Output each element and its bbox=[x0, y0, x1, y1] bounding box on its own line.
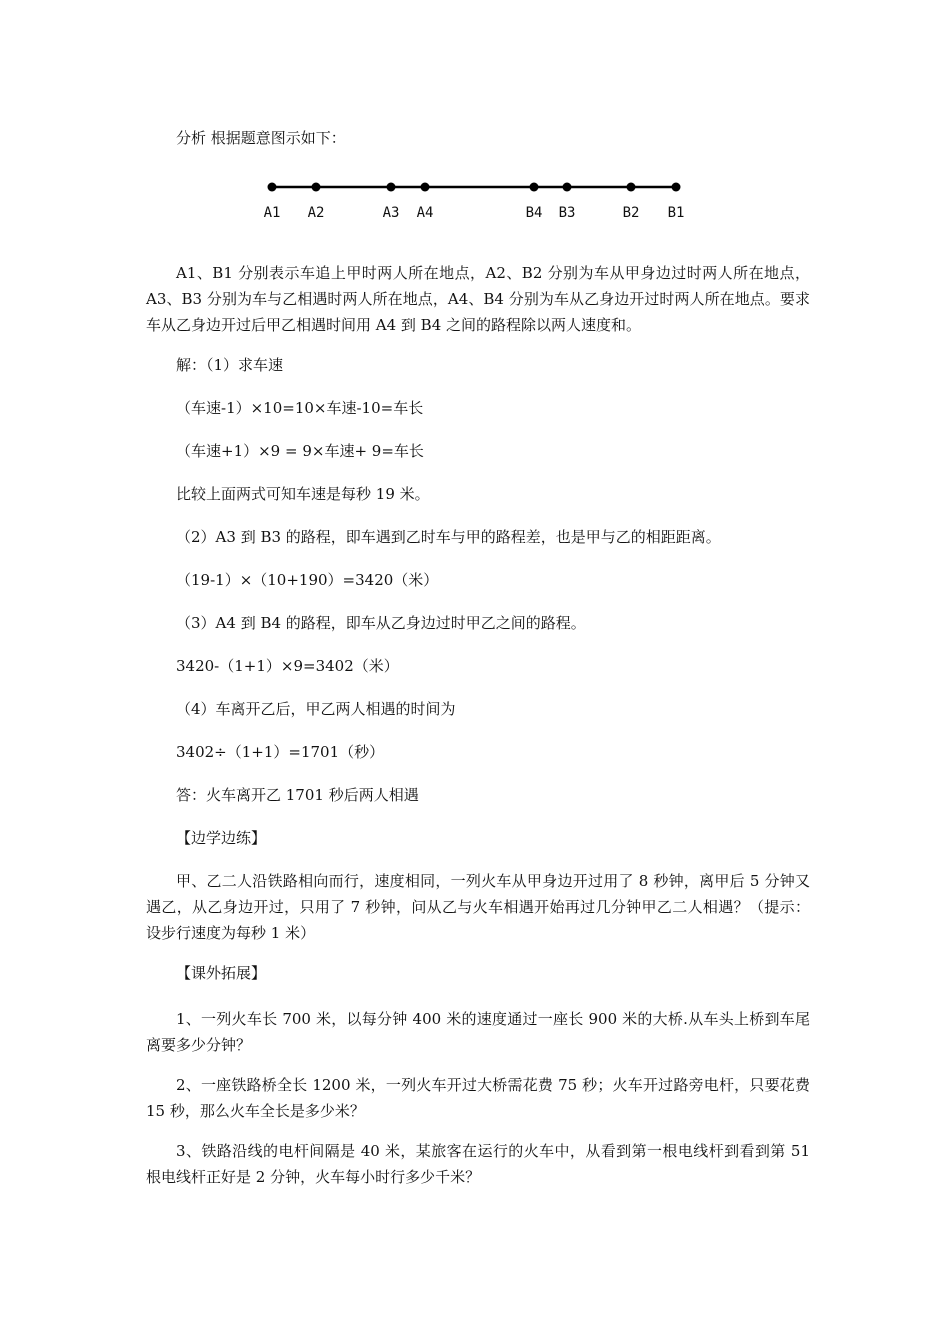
calc-2: （19-1）×（10+190）=3420（米） bbox=[176, 571, 439, 589]
conclusion-1: 比较上面两式可知车速是每秒 19 米。 bbox=[176, 485, 430, 503]
solution-step2: （2）A3 到 B3 的路程，即车遇到乙时车与甲的路程差，也是甲与乙的相距距离。 bbox=[176, 528, 721, 546]
practice-problem: 甲、乙二人沿铁路相向而行，速度相同，一列火车从甲身边开过用了 8 秒钟，离甲后 5 分钟又遇乙，从乙身边开过，只用了 7 秒钟，问从乙与火车相遇开始再过几分钟甲乙二人相遇？（提示：设步行速度为每秒 1 米） bbox=[146, 872, 810, 942]
point-b4 bbox=[530, 183, 539, 192]
answer: 答：火车离开乙 1701 秒后两人相遇 bbox=[176, 786, 419, 804]
position-diagram bbox=[0, 170, 950, 230]
point-b3 bbox=[563, 183, 572, 192]
point-label-b3: B3 bbox=[558, 205, 576, 221]
point-label-b2: B2 bbox=[622, 205, 640, 221]
point-a3 bbox=[387, 183, 396, 192]
point-a2 bbox=[312, 183, 321, 192]
solution-step4: （4）车离开乙后，甲乙两人相遇的时间为 bbox=[176, 700, 456, 718]
point-a1 bbox=[268, 183, 277, 192]
extension-question-3: 3、铁路沿线的电杆间隔是 40 米，某旅客在运行的火车中，从看到第一根电线杆到看到第 51 根电线杆正好是 2 分钟，火车每小时行多少千米？ bbox=[146, 1142, 810, 1186]
analysis-intro: 分析 根据题意图示如下： bbox=[176, 129, 346, 147]
practice-heading: 【边学边练】 bbox=[176, 829, 267, 847]
calc-3: 3420-（1+1）×9=3402（米） bbox=[176, 657, 399, 675]
point-b1 bbox=[672, 183, 681, 192]
extension-question-2: 2、一座铁路桥全长 1200 米，一列火车开过大桥需花费 75 秒；火车开过路旁电杆，只要花费 15 秒，那么火车全长是多少米？ bbox=[146, 1076, 810, 1120]
point-label-a2: A2 bbox=[307, 205, 325, 221]
point-label-a1: A1 bbox=[263, 205, 281, 221]
point-a4 bbox=[421, 183, 430, 192]
explanation-paragraph: A1、B1 分别表示车追上甲时两人所在地点，A2、B2 分别为车从甲身边过时两人所在地点，A3、B3 分别为车与乙相遇时两人所在地点，A4、B4 分别为车从乙身边开过时两人所在地点。要求车从乙身边开过后甲乙相遇时间用 A4 到 B4 之间的路程除以两人速度和。 bbox=[146, 264, 810, 334]
solution-step3: （3）A4 到 B4 的路程，即车从乙身边过时甲乙之间的路程。 bbox=[176, 614, 586, 632]
point-label-a3: A3 bbox=[382, 205, 400, 221]
equation-2: （车速+1）×9 = 9×车速+ 9=车长 bbox=[176, 442, 424, 460]
point-b2 bbox=[627, 183, 636, 192]
extension-heading: 【课外拓展】 bbox=[176, 964, 267, 982]
point-label-a4: A4 bbox=[416, 205, 434, 221]
extension-question-1: 1、一列火车长 700 米，以每分钟 400 米的速度通过一座长 900 米的大桥.从车头上桥到车尾离要多少分钟？ bbox=[146, 1010, 810, 1054]
solution-step1: 解：（1）求车速 bbox=[176, 356, 284, 374]
point-label-b1: B1 bbox=[667, 205, 685, 221]
point-label-b4: B4 bbox=[525, 205, 543, 221]
equation-1: （车速-1）×10=10×车速-10=车长 bbox=[176, 399, 424, 417]
calc-4: 3402÷（1+1）=1701（秒） bbox=[176, 743, 385, 761]
